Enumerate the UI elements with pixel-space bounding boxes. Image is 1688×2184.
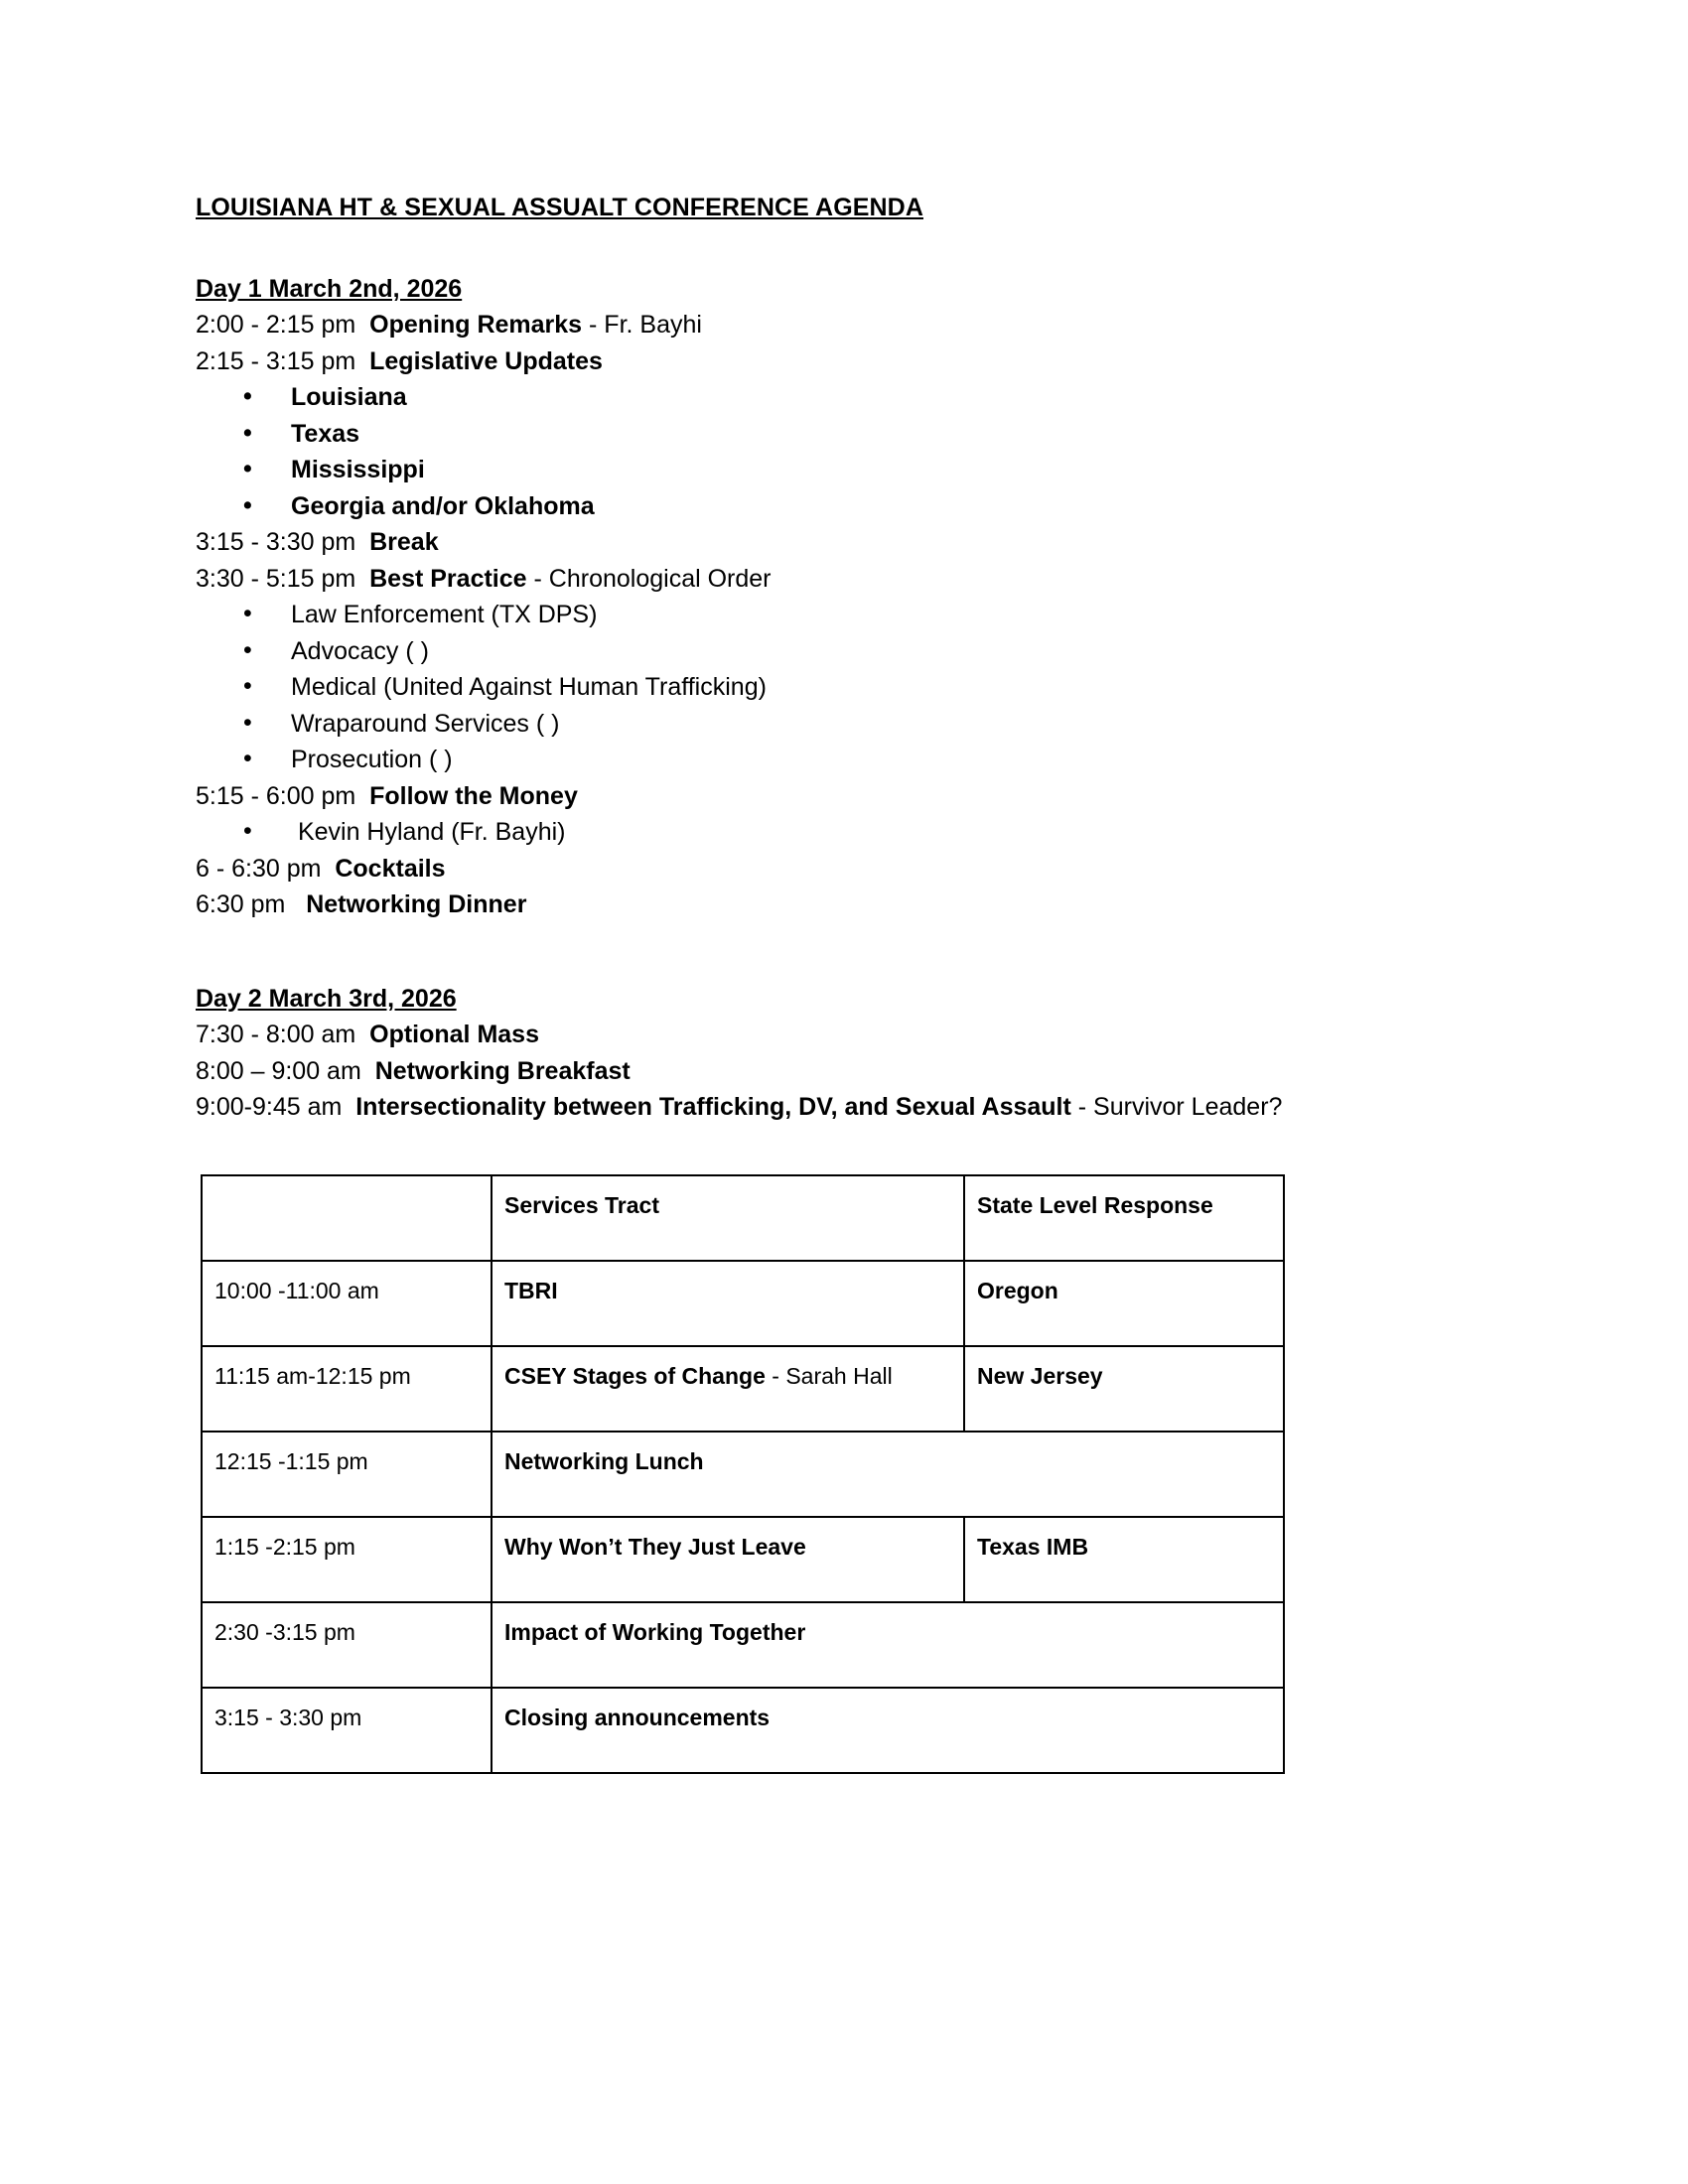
cell-services-title: CSEY Stages of Change xyxy=(504,1362,766,1389)
cell-state: Texas IMB xyxy=(964,1517,1284,1602)
day1-section xyxy=(196,274,1688,920)
cell-time: 1:15 -2:15 pm xyxy=(202,1517,492,1602)
legislative-updates-list xyxy=(196,382,1688,521)
header-cell-state: State Level Response xyxy=(964,1175,1284,1261)
list-item: • Georgia and/or Oklahoma xyxy=(196,491,1688,522)
cell-services-title: Impact of Working Together xyxy=(504,1618,806,1645)
cell-services-title: Closing announcements xyxy=(504,1704,771,1730)
agenda-suffix: - Fr. Bayhi xyxy=(582,311,702,340)
list-item: • Law Enforcement (TX DPS) xyxy=(196,600,1688,630)
day2-heading: Day 2 March 3rd, 2026 xyxy=(196,984,457,1013)
table-row xyxy=(202,1432,1284,1517)
agenda-title: Opening Remarks xyxy=(369,311,583,340)
agenda-time: 8:00 – 9:00 am xyxy=(196,1056,361,1085)
day1-heading: Day 1 March 2nd, 2026 xyxy=(196,274,463,303)
agenda-time: 2:15 - 3:15 pm xyxy=(196,346,356,375)
agenda-title: Legislative Updates xyxy=(369,346,603,375)
agenda-line xyxy=(196,1056,1688,1087)
cell-services xyxy=(492,1602,1284,1688)
cell-services-suffix: - Sarah Hall xyxy=(765,1362,893,1389)
table-row xyxy=(202,1688,1284,1773)
agenda-title: Cocktails xyxy=(335,854,446,883)
header-cell-time xyxy=(202,1175,492,1261)
agenda-line xyxy=(196,889,1688,920)
table-row xyxy=(202,1602,1284,1688)
cell-services xyxy=(492,1346,964,1432)
agenda-line xyxy=(196,854,1688,885)
cell-time: 12:15 -1:15 pm xyxy=(202,1432,492,1517)
agenda-title: Optional Mass xyxy=(369,1021,539,1049)
list-item: • Medical (United Against Human Trafficking) xyxy=(196,672,1688,703)
agenda-time: 9:00-9:45 am xyxy=(196,1093,343,1122)
agenda-line xyxy=(196,781,1688,812)
follow-the-money-list xyxy=(196,817,1688,848)
list-item: • Louisiana xyxy=(196,382,1688,413)
agenda-line xyxy=(196,564,1688,595)
cell-time: 10:00 -11:00 am xyxy=(202,1261,492,1346)
agenda-title: Follow the Money xyxy=(369,781,578,810)
agenda-time: 6:30 pm xyxy=(196,890,286,919)
list-item: • Wraparound Services ( ) xyxy=(196,709,1688,740)
list-item: • Texas xyxy=(196,419,1688,450)
list-item: • Mississippi xyxy=(196,455,1688,485)
agenda-line xyxy=(196,310,1688,341)
table-header-row xyxy=(202,1175,1284,1261)
list-item: • Kevin Hyland (Fr. Bayhi) xyxy=(196,817,1688,848)
cell-time: 2:30 -3:15 pm xyxy=(202,1602,492,1688)
header-cell-services: Services Tract xyxy=(492,1175,964,1261)
agenda-title: Intersectionality between Trafficking, DV, and Sexual Assault xyxy=(355,1093,1071,1122)
cell-services-title: TBRI xyxy=(504,1277,558,1303)
agenda-time: 3:15 - 3:30 pm xyxy=(196,528,356,557)
cell-services xyxy=(492,1517,964,1602)
table-row xyxy=(202,1346,1284,1432)
table-row xyxy=(202,1261,1284,1346)
day2-schedule-table xyxy=(201,1174,1285,1774)
list-item: • Prosecution ( ) xyxy=(196,745,1688,775)
table-spacer xyxy=(196,1129,1688,1174)
cell-services xyxy=(492,1432,1284,1517)
day2-section xyxy=(196,984,1688,1123)
cell-services xyxy=(492,1688,1284,1773)
agenda-line xyxy=(196,1020,1688,1050)
agenda-title: Networking Dinner xyxy=(306,890,527,919)
list-item: • Advocacy ( ) xyxy=(196,636,1688,667)
best-practice-list xyxy=(196,600,1688,775)
table-row xyxy=(202,1517,1284,1602)
agenda-time: 3:30 - 5:15 pm xyxy=(196,564,356,593)
agenda-title: Best Practice xyxy=(369,564,527,593)
agenda-title: Break xyxy=(369,528,439,557)
agenda-time: 7:30 - 8:00 am xyxy=(196,1021,356,1049)
agenda-suffix: - Chronological Order xyxy=(526,564,772,593)
agenda-time: 5:15 - 6:00 pm xyxy=(196,781,356,810)
agenda-line xyxy=(196,346,1688,377)
section-spacer xyxy=(196,926,1688,984)
cell-services xyxy=(492,1261,964,1346)
agenda-time: 2:00 - 2:15 pm xyxy=(196,311,356,340)
cell-state: Oregon xyxy=(964,1261,1284,1346)
page-title: LOUISIANA HT & SEXUAL ASSUALT CONFERENCE AGENDA xyxy=(196,194,923,221)
agenda-time: 6 - 6:30 pm xyxy=(196,854,322,883)
agenda-line xyxy=(196,527,1688,558)
agenda-title: Networking Breakfast xyxy=(374,1056,631,1085)
cell-services-title: Why Won’t They Just Leave xyxy=(504,1533,806,1560)
agenda-suffix: - Survivor Leader? xyxy=(1070,1093,1283,1122)
cell-time: 11:15 am-12:15 pm xyxy=(202,1346,492,1432)
cell-state: New Jersey xyxy=(964,1346,1284,1432)
cell-time: 3:15 - 3:30 pm xyxy=(202,1688,492,1773)
cell-services-title: Networking Lunch xyxy=(504,1447,704,1474)
agenda-line xyxy=(196,1092,1688,1123)
